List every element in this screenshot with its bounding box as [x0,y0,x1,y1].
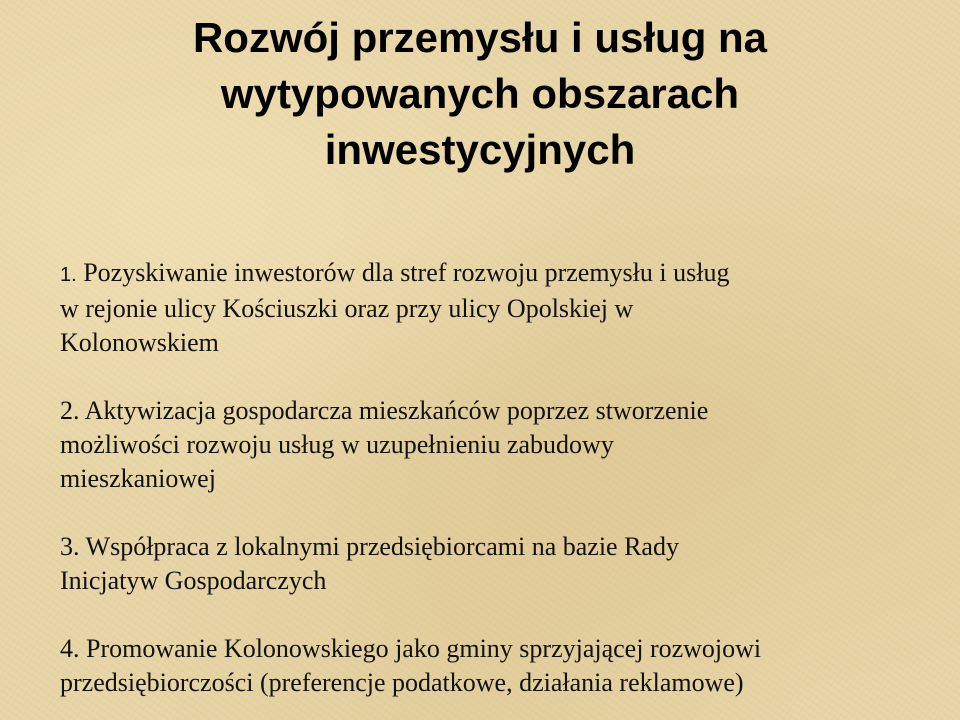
list-item-2 [60,394,940,496]
item-text: Pozyskiwanie inwestorów dla stref rozwoju przemysłu i usług [83,258,730,287]
list-item-1 [60,256,940,360]
item-line: Kolonowskiem [60,328,219,357]
title-line: wytypowanych obszarach [220,70,740,117]
item-number: 4. [60,634,80,663]
item-text: Aktywizacja gospodarcza mieszkańców poprzez stworzenie [84,396,709,425]
title-line: Rozwój przemysłu i usług na [192,14,768,61]
item-line [60,530,940,564]
item-number: 2. [60,396,80,425]
item-line [60,632,940,666]
title-line: inwestycyjnych [324,126,636,173]
item-line: Inicjatyw Gospodarczych [60,566,327,595]
item-line: przedsiębiorczości (preferencje podatkowe, działania reklamowe) [60,668,744,697]
item-text: Współpraca z lokalnymi przedsiębiorcami na bazie Rady [85,532,679,561]
item-line [60,256,940,292]
slide-title [0,10,960,178]
list-item-4 [60,632,940,700]
slide-body [60,256,940,700]
item-line: w rejonie ulicy Kościuszki oraz przy ulicy Opolskiej w [60,294,634,323]
item-number: 3. [60,532,80,561]
item-text: Promowanie Kolonowskiego jako gminy sprzyjającej rozwojowi [86,634,762,663]
item-line: mieszkaniowej [60,464,216,493]
list-item-3 [60,530,940,598]
item-line [60,394,940,428]
item-line: możliwości rozwoju usług w uzupełnieniu zabudowy [60,430,614,459]
item-number: 1. [60,264,77,286]
